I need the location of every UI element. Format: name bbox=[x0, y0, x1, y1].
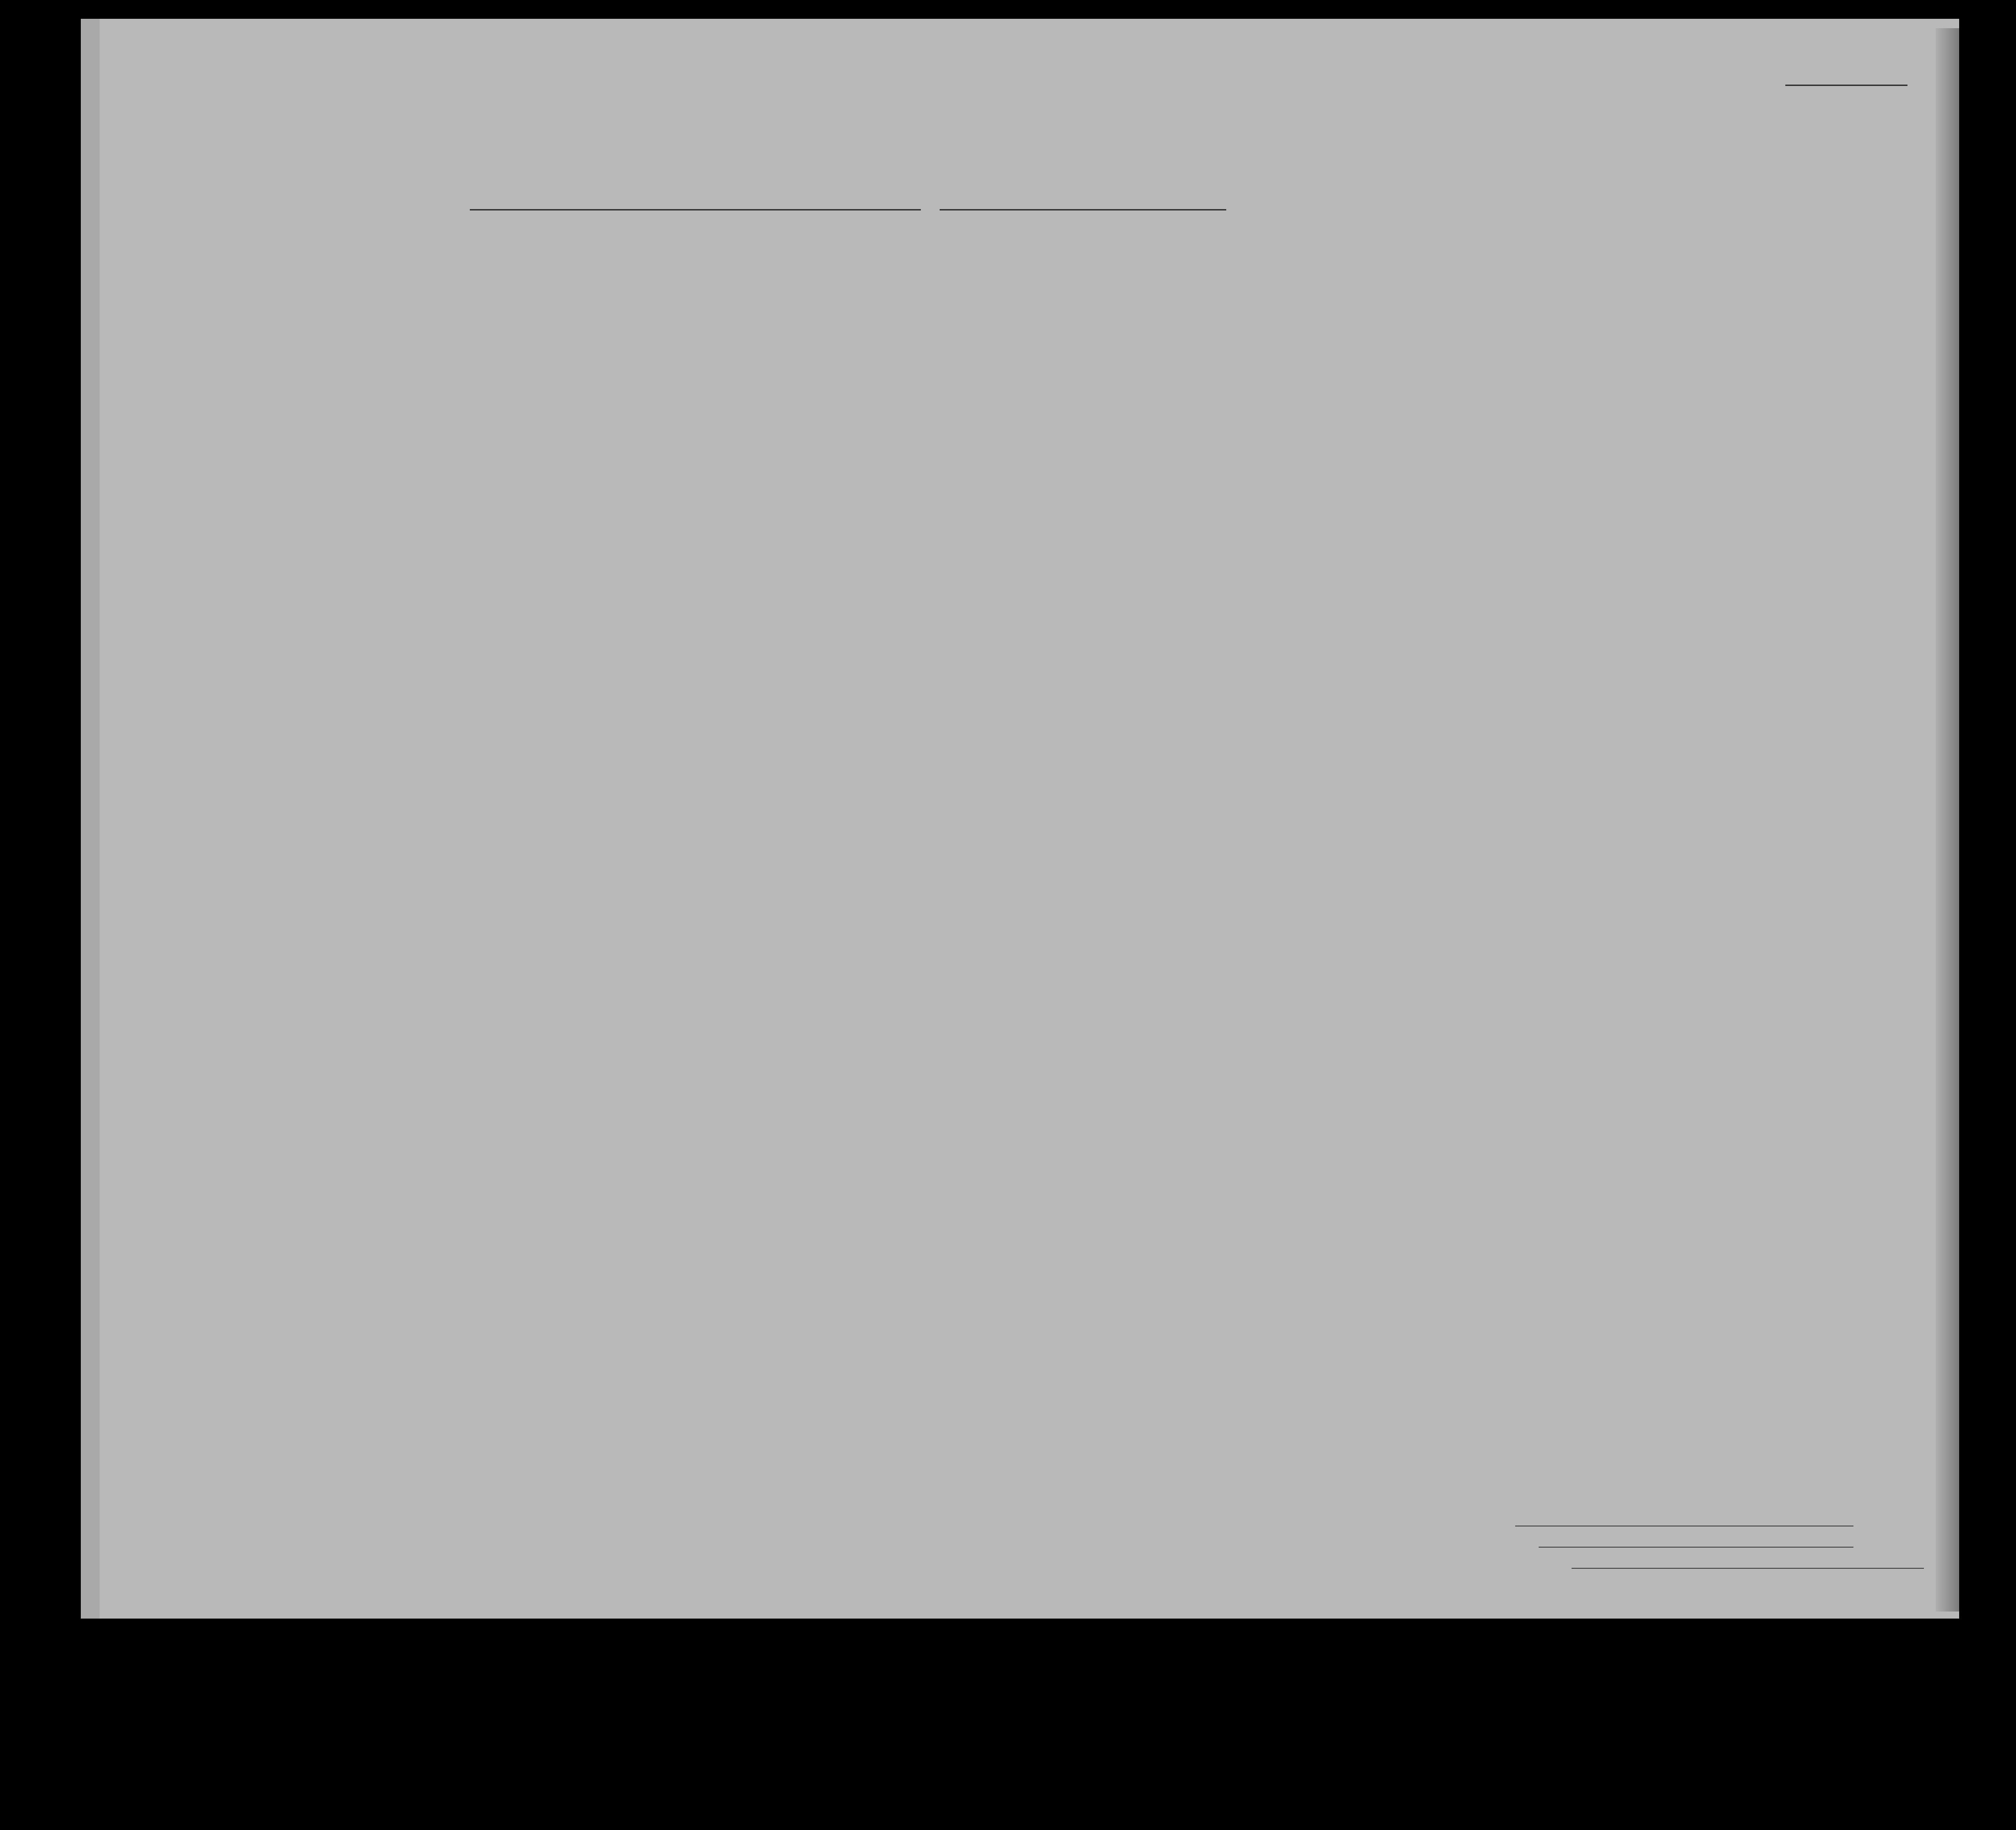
header-anarchist bbox=[1381, 268, 1395, 376]
date-line bbox=[940, 209, 1226, 210]
scan-border bbox=[87, 1619, 1959, 1830]
header-purpose-length bbox=[1247, 289, 1276, 378]
header-inches bbox=[1666, 336, 1680, 374]
owners-underline bbox=[1539, 1547, 1853, 1548]
header-purpose-citizen bbox=[1283, 289, 1311, 378]
header-fifty-dollars bbox=[785, 265, 803, 374]
header-arrested bbox=[1508, 265, 1529, 378]
agents-underline bbox=[1572, 1568, 1924, 1569]
port-line bbox=[470, 209, 921, 210]
header-labor-offer bbox=[1451, 265, 1481, 378]
header-question-28 bbox=[1405, 265, 1456, 378]
header-purpose-return bbox=[1206, 289, 1239, 378]
header-prison bbox=[1319, 265, 1352, 378]
header-excluded bbox=[1485, 265, 1506, 378]
header-ticket bbox=[671, 265, 690, 374]
list-underline bbox=[1785, 85, 1907, 86]
header-feet bbox=[1644, 341, 1658, 374]
header-polygamist bbox=[1360, 268, 1374, 376]
